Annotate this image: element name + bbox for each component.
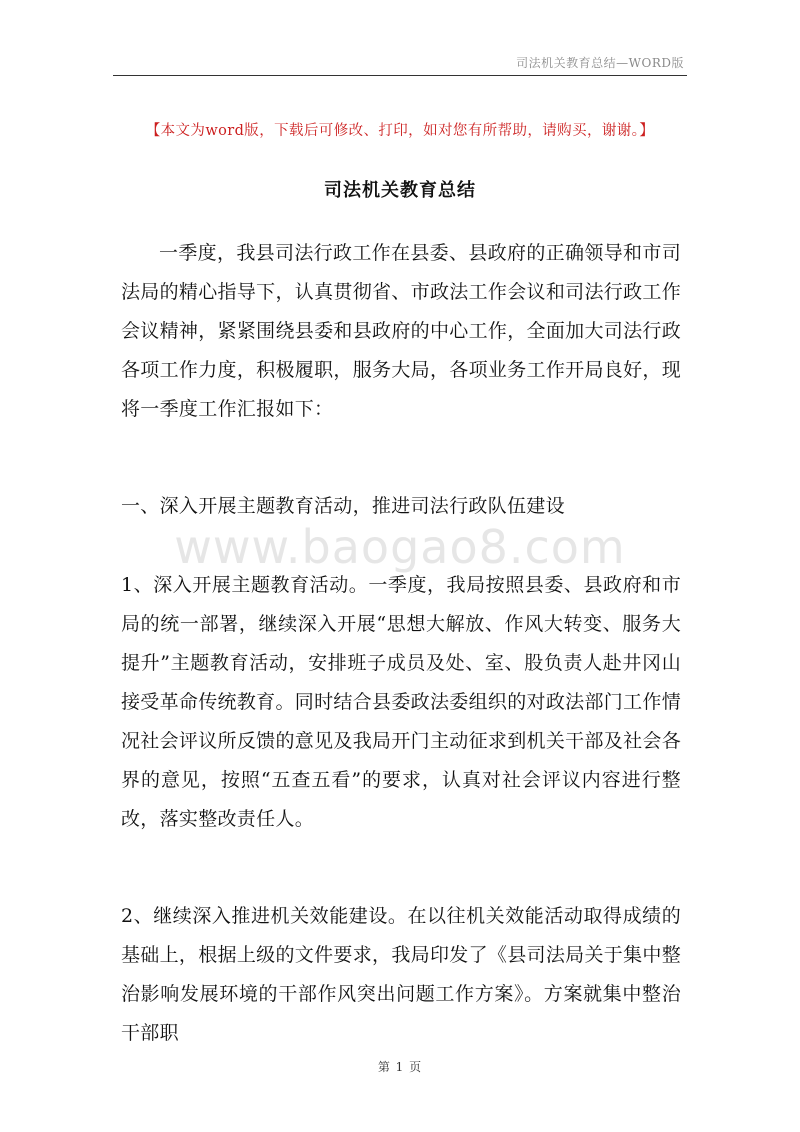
running-header: 司法机关教育总结—WORD版 (516, 56, 684, 70)
header-divider (113, 75, 687, 76)
section-heading: 一、深入开展主题教育活动，推进司法行政队伍建设 (121, 495, 565, 517)
watermark: www.baogao8.com (174, 520, 626, 574)
document-title: 司法机关教育总结 (324, 180, 476, 201)
paragraph-item-1: 1、深入开展主题教育活动。一季度，我局按照县委、县政府和市局的统一部署，继续深入开展“思想大解放、作风大转变、服务大提升”主题教育活动，安排班子成员及处、室、股负责人赴井冈山接受革命传统教育。同时结合县委政法委组织的对政法部门工作情况社会评议所反馈的意见及我局开门主动征求到机关干部及社会各界的意见，按照“五查五看”的要求，认真对社会评议内容进行整改，落实整改责任人。 (121, 574, 681, 830)
paragraph-item-2: 2、继续深入推进机关效能建设。在以往机关效能活动取得成绩的基础上，根据上级的文件要求，我局印发了《县司法局关于集中整治影响发展环境的干部作风突出问题工作方案》。方案就集中整治干部职 (121, 905, 681, 1044)
page-number: 第 1 页 (377, 1060, 423, 1074)
intro-paragraph: 一季度，我县司法行政工作在县委、县政府的正确领导和市司法局的精心指导下，认真贯彻省、市政法工作会议和司法行政工作会议精神，紧紧围绕县委和县政府的中心工作，全面加大司法行政各项工作力度，积极履职，服务大局，各项业务工作开局良好，现将一季度工作汇报如下： (121, 242, 681, 420)
purchase-notice: 【本文为word版，下载后可修改、打印，如对您有所帮助，请购买，谢谢。】 (145, 123, 655, 139)
